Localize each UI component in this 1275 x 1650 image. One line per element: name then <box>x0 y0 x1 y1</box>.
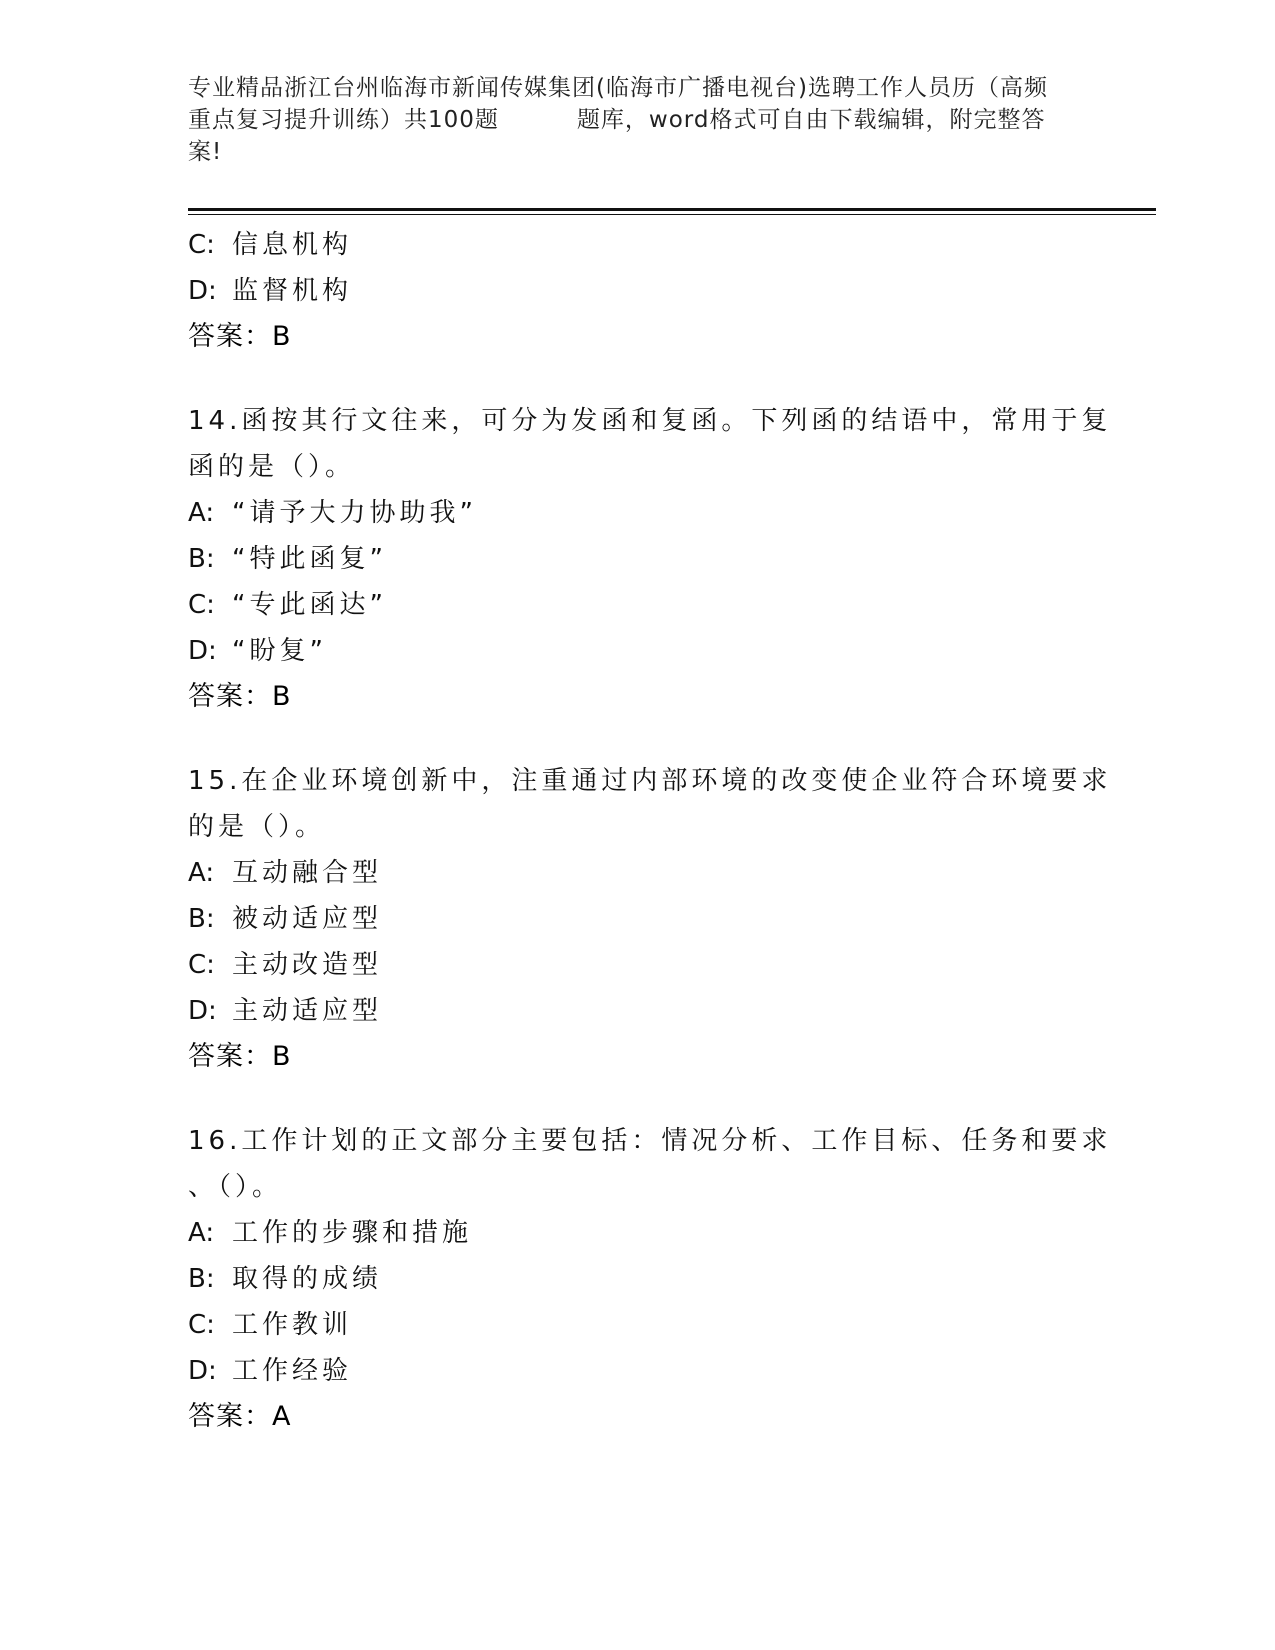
option-letter: B: <box>188 544 215 574</box>
option-letter: C: <box>188 950 215 980</box>
header-line-3: 案! <box>188 139 223 165</box>
option-row <box>188 942 1088 988</box>
option-letter: D: <box>188 1356 217 1386</box>
option-text: “专此函达” <box>232 590 387 620</box>
header-line-1: 专业精品浙江台州临海市新闻传媒集团(临海市广播电视台)选聘工作人员历（高频 <box>188 75 1048 101</box>
question-stem-line-2: 的是（）。 <box>188 812 326 842</box>
option-row <box>188 536 1088 582</box>
option-row <box>188 988 1088 1034</box>
option-row <box>188 628 1088 674</box>
option-letter: A: <box>188 858 215 888</box>
option-letter: C: <box>188 590 215 620</box>
option-text: 工作经验 <box>232 1356 353 1386</box>
option-letter: A: <box>188 1218 215 1248</box>
answer-line: 答案：B <box>188 681 292 712</box>
option-row <box>188 268 1088 314</box>
header-line-2-part-a: 重点复习提升训练）共100题 <box>188 107 499 133</box>
option-row <box>188 1256 1088 1302</box>
option-text: “请予大力协助我” <box>232 498 477 528</box>
option-row <box>188 1348 1088 1394</box>
prev-question-tail <box>188 222 1088 360</box>
option-row <box>188 490 1088 536</box>
option-letter: D: <box>188 276 217 306</box>
option-letter: B: <box>188 904 215 934</box>
answer-line: 答案：A <box>188 1401 292 1432</box>
option-text: 信息机构 <box>232 230 353 260</box>
question-stem-line-2: 函的是（）。 <box>188 452 356 482</box>
question-block <box>188 1118 1112 1440</box>
question-stem-line-2: 、（）。 <box>188 1172 283 1202</box>
option-letter: D: <box>188 636 217 666</box>
option-row <box>188 1302 1088 1348</box>
header-divider-thin <box>188 214 1156 215</box>
option-text: 被动适应型 <box>232 904 383 934</box>
question-stem-line-1: 14.函按其行文往来，可分为发函和复函。下列函的结语中，常用于复 <box>188 406 1112 436</box>
header-divider-thick <box>188 208 1156 211</box>
answer-line: 答案：B <box>188 321 292 352</box>
option-text: “盼复” <box>232 636 327 666</box>
option-letter: D: <box>188 996 217 1026</box>
option-row <box>188 896 1088 942</box>
option-letter: A: <box>188 498 215 528</box>
option-text: 工作教训 <box>232 1310 353 1340</box>
question-stem-line-1: 15.在企业环境创新中，注重通过内部环境的改变使企业符合环境要求 <box>188 766 1112 796</box>
option-text: “特此函复” <box>232 544 387 574</box>
question-block <box>188 398 1112 720</box>
option-letter: C: <box>188 230 215 260</box>
option-text: 取得的成绩 <box>232 1264 383 1294</box>
option-row <box>188 582 1088 628</box>
document-header <box>188 72 1088 168</box>
question-list <box>188 222 1112 1440</box>
option-text: 主动改造型 <box>232 950 383 980</box>
question-block <box>188 758 1112 1080</box>
header-line-2 <box>188 104 1088 136</box>
header-line-2-part-b: 题库，word格式可自由下载编辑，附完整答 <box>576 107 1046 133</box>
option-letter: B: <box>188 1264 215 1294</box>
option-text: 工作的步骤和措施 <box>232 1218 473 1248</box>
option-text: 主动适应型 <box>232 996 383 1026</box>
question-stem-line-1: 16.工作计划的正文部分主要包括：情况分析、工作目标、任务和要求 <box>188 1126 1112 1156</box>
option-letter: C: <box>188 1310 215 1340</box>
option-text: 互动融合型 <box>232 858 383 888</box>
option-row <box>188 222 1088 268</box>
option-row <box>188 850 1088 896</box>
answer-line: 答案：B <box>188 1041 292 1072</box>
option-row <box>188 1210 1088 1256</box>
option-text: 监督机构 <box>232 276 353 306</box>
